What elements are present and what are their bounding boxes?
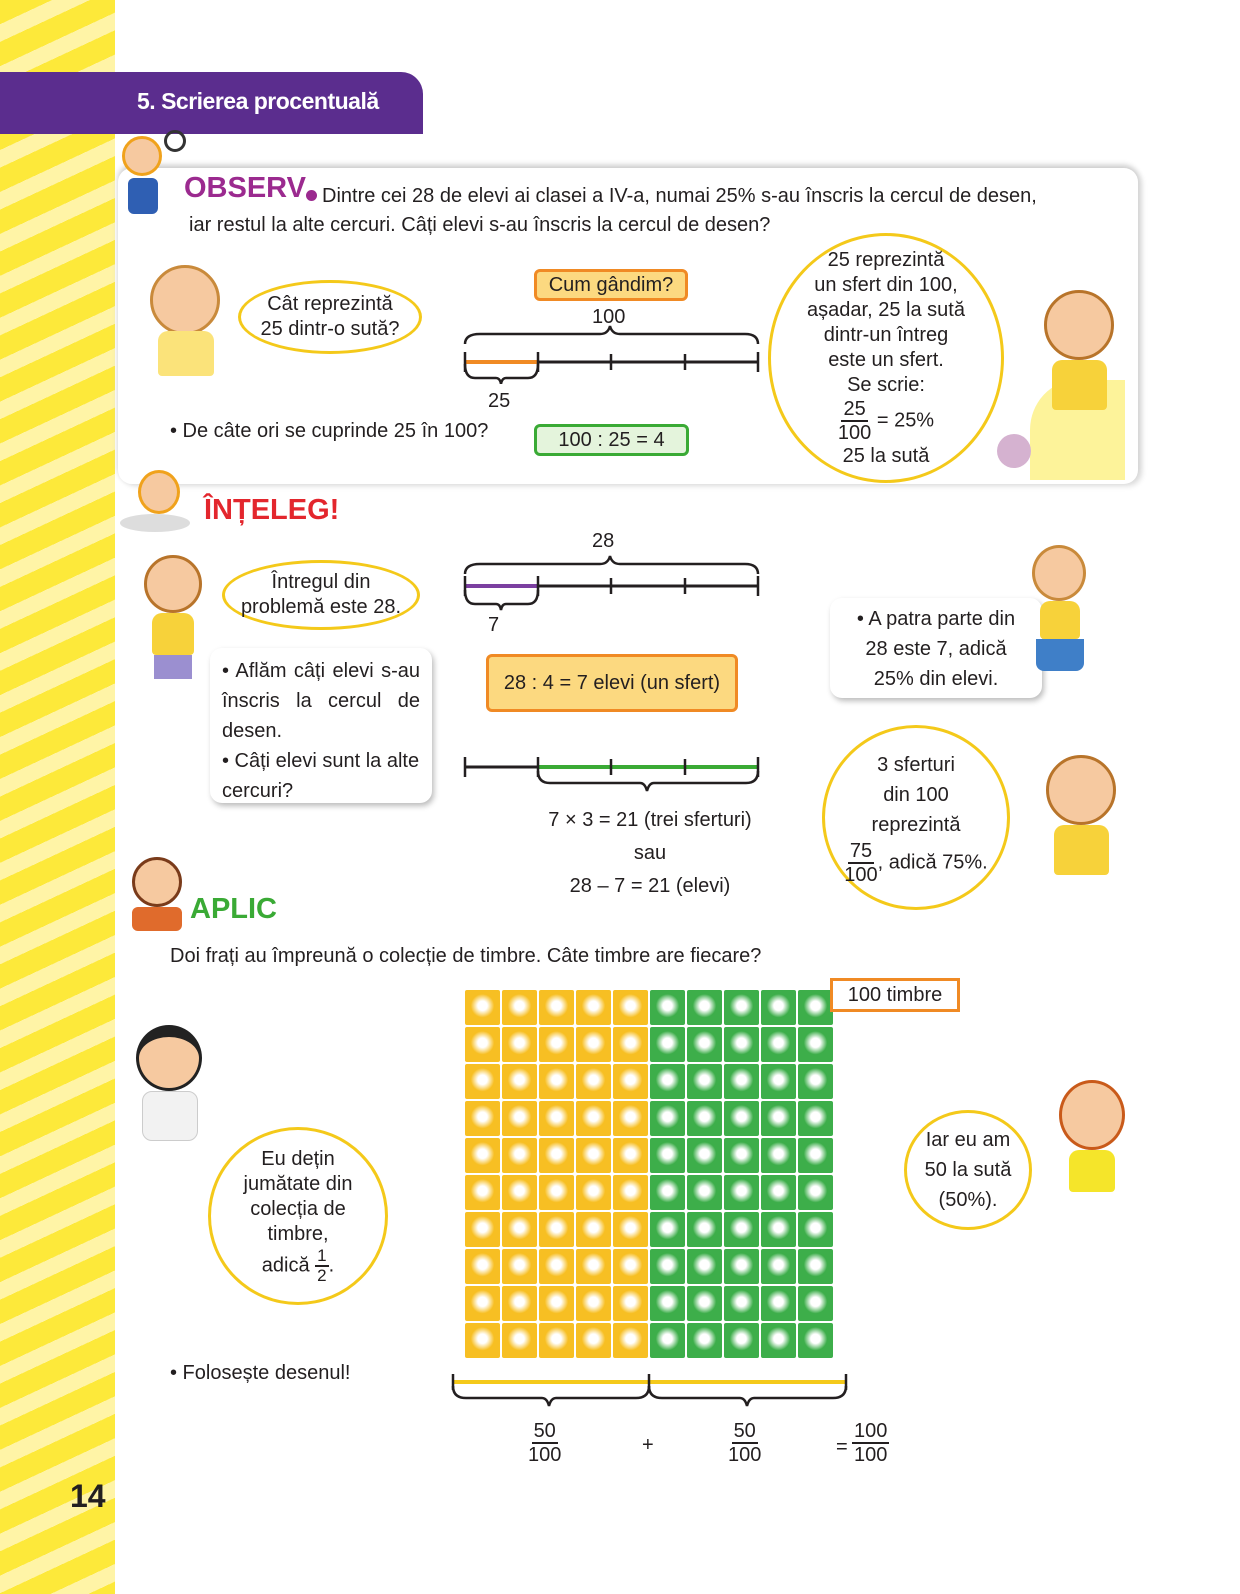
stamp-cell-green (761, 1027, 796, 1062)
stamp-cell-green (761, 1101, 796, 1136)
girl-illustration (1030, 545, 1090, 700)
stamp-cell-green (798, 1064, 833, 1099)
stamp-cell-green (687, 1249, 722, 1284)
stamp-cell-yellow (539, 1027, 574, 1062)
fraction-sum (528, 1420, 908, 1470)
stamp-cell-yellow (539, 1286, 574, 1321)
stamp-cell-yellow (502, 1286, 537, 1321)
boy-explanation-bubble (768, 233, 1004, 483)
inteleg-heading: ÎNȚELEG! (204, 494, 340, 526)
segment-part-label: 25 (488, 390, 511, 412)
bubble-line: Eu dețin (261, 1148, 335, 1170)
fraction-numerator: 50 (733, 1420, 756, 1442)
stamp-cell-green (687, 1286, 722, 1321)
calc-line: sau (633, 842, 667, 864)
stamp-cell-yellow (576, 1138, 611, 1173)
card-line: 25% din elevi. (873, 668, 999, 690)
bubble-line: 25 la sută (842, 444, 930, 467)
stamp-cell-yellow (613, 1249, 648, 1284)
stamp-cell-green (650, 1175, 685, 1210)
bubble-line: din 100 (883, 783, 949, 806)
segment-total-label: 28 (592, 530, 615, 552)
fraction-numerator: 1 (317, 1246, 327, 1265)
observ-problem-line1: Dintre cei 28 de elevi ai clasei a IV-a, numai 25% s-au înscris la cercul de desen, (322, 185, 1037, 207)
stamp-cell-green (687, 1101, 722, 1136)
bubble-line: Cât reprezintă (267, 293, 393, 315)
observ-answer-box: 100 : 25 = 4 (534, 424, 689, 456)
stamp-cell-green (687, 990, 722, 1025)
stamp-cell-green (724, 1027, 759, 1062)
stamp-cell-yellow (576, 1212, 611, 1247)
stamp-cell-yellow (465, 990, 500, 1025)
bubble-line: colecția de (250, 1198, 346, 1220)
stamp-cell-green (650, 1064, 685, 1099)
stamp-cell-green (798, 1138, 833, 1173)
stamp-cell-green (761, 990, 796, 1025)
stamp-cell-yellow (576, 1064, 611, 1099)
segment-total-label: 100 (592, 306, 626, 328)
boy-illustration (140, 555, 205, 705)
girl-speech-bubble (238, 280, 422, 354)
observ-heading: OBSERV (184, 172, 306, 204)
stamp-cell-yellow (465, 1138, 500, 1173)
bubble-line: dintr-un întreg (823, 323, 949, 346)
stamp-cell-green (761, 1138, 796, 1173)
stamp-cell-yellow (613, 990, 648, 1025)
boy-half-bubble: Eu dețin jumătate din colecția de timbre, adică $\frac{1}{2}$ . (208, 1127, 388, 1305)
stamp-cell-yellow (502, 1138, 537, 1173)
decorative-dot (997, 434, 1031, 468)
calc-line: 28 – 7 = 21 (elevi) (569, 875, 731, 897)
stamp-cell-green (650, 1286, 685, 1321)
bubble-line: (50%). (938, 1189, 998, 1211)
cum-gandim-label: Cum gândim? (534, 269, 688, 301)
observ-problem-line2: iar restul la alte cercuri. Câți elevi s-au înscris la cercul de desen? (189, 214, 771, 236)
stamp-cell-green (724, 990, 759, 1025)
calc-box: 28 : 4 = 7 elevi (un sfert) (486, 654, 738, 712)
segment-part-label: 7 (488, 614, 500, 636)
fraction-denominator: 2 (317, 1266, 327, 1285)
stamp-cell-green (798, 1101, 833, 1136)
lesson-title: 5. Scrierea procentuală (0, 72, 423, 134)
fraction-result: = 25% (876, 408, 935, 431)
fraction-numerator: 50 (533, 1420, 556, 1442)
stamp-cell-yellow (465, 1101, 500, 1136)
stamp-cell-green (761, 1212, 796, 1247)
stamp-cell-yellow (613, 1286, 648, 1321)
girl-card (830, 598, 1042, 698)
stamp-cell-green (650, 1138, 685, 1173)
stamp-cell-yellow (576, 1027, 611, 1062)
bullet-icon (306, 190, 317, 201)
bubble-line: timbre, (267, 1223, 329, 1245)
stamp-cell-yellow (576, 1101, 611, 1136)
fraction-numerator: 100 (854, 1420, 888, 1442)
bubble-line: 3 sferturi (877, 753, 955, 776)
stamp-cell-green (724, 1286, 759, 1321)
page-number: 14 (70, 1478, 106, 1514)
bubble-line: problemă este 28. (240, 596, 402, 618)
stamp-cell-yellow (502, 1212, 537, 1247)
boy-speech-bubble-fraction (822, 725, 1010, 910)
stamp-cell-yellow (539, 1249, 574, 1284)
stamp-cell-yellow (502, 1175, 537, 1210)
stamp-cell-yellow (465, 1064, 500, 1099)
girl-magnifier-illustration (120, 130, 180, 220)
stamp-cell-green (761, 1064, 796, 1099)
stamp-cell-yellow (613, 1175, 648, 1210)
stamp-cell-yellow (502, 990, 537, 1025)
equals-sign: = (836, 1436, 848, 1458)
stamp-cell-green (761, 1249, 796, 1284)
bubble-line: 25 reprezintă (827, 248, 945, 271)
stamp-grid (465, 990, 833, 1358)
bubble-line: Întregul din (271, 571, 371, 593)
stamp-cell-yellow (576, 1323, 611, 1358)
stamp-cell-green (798, 1027, 833, 1062)
stamp-cell-green (687, 1027, 722, 1062)
stamp-cell-yellow (502, 1249, 537, 1284)
stamp-cell-yellow (539, 1212, 574, 1247)
fraction-numerator: 75 (849, 839, 873, 862)
plus-sign: + (642, 1434, 654, 1456)
stamp-cell-yellow (539, 1101, 574, 1136)
stamp-cell-yellow (465, 1027, 500, 1062)
stamp-cell-yellow (502, 1027, 537, 1062)
stamp-cell-yellow (539, 1323, 574, 1358)
aplic-heading: APLIC (190, 893, 277, 925)
fraction-result: , adică 75%. (877, 850, 988, 873)
magnifier-icon (164, 130, 186, 152)
stamp-cell-green (650, 1323, 685, 1358)
boy-illustration (1038, 290, 1123, 415)
stamp-cell-yellow (502, 1323, 537, 1358)
fraction-denominator: 100 (528, 1444, 562, 1466)
boy-illustration (130, 1025, 215, 1145)
stamp-cell-yellow (613, 1064, 648, 1099)
bubble-line: reprezintă (871, 813, 961, 836)
stamp-cell-green (798, 1323, 833, 1358)
fraction-expression (844, 840, 987, 886)
stamp-cell-yellow (576, 1175, 611, 1210)
stamp-cell-green (650, 1101, 685, 1136)
bubble-line: jumătate din (243, 1173, 353, 1195)
stamp-cell-green (650, 1212, 685, 1247)
stamp-cell-yellow (613, 1138, 648, 1173)
fraction-one-half (315, 1247, 328, 1285)
grid-label: 100 timbre (830, 978, 960, 1012)
stamp-cell-yellow (465, 1212, 500, 1247)
stamp-cell-yellow (539, 1138, 574, 1173)
stamp-cell-green (798, 1175, 833, 1210)
stamp-cell-yellow (465, 1249, 500, 1284)
stamp-cell-green (761, 1175, 796, 1210)
stamp-cell-green (687, 1175, 722, 1210)
fraction-denominator: 100 (844, 863, 878, 886)
bubble-line: un sfert din 100, (814, 273, 958, 296)
card-line: 28 este 7, adică (865, 638, 1007, 660)
page-margin-stripes (0, 0, 115, 1594)
steps-card (210, 648, 432, 803)
calc-lines (500, 804, 800, 903)
stamp-cell-green (798, 1212, 833, 1247)
stamp-cell-yellow (613, 1212, 648, 1247)
observ-question: • De câte ori se cuprinde 25 în 100? (170, 420, 489, 442)
stamp-cell-green (650, 1249, 685, 1284)
girl-illustration (130, 265, 240, 380)
stamp-cell-green (687, 1212, 722, 1247)
boy-illustration (1040, 755, 1125, 880)
bubble-line: 50 la sută (924, 1159, 1012, 1181)
stamp-cell-green (687, 1323, 722, 1358)
stamp-cell-green (761, 1286, 796, 1321)
fraction-denominator: 100 (837, 421, 872, 444)
stamp-cell-yellow (539, 1175, 574, 1210)
stamp-cell-yellow (502, 1101, 537, 1136)
halves-brace-diagram (448, 1372, 853, 1412)
aplic-instruction: • Folosește desenul! (170, 1362, 351, 1384)
stamp-cell-green (724, 1323, 759, 1358)
bubble-line: este un sfert. (828, 348, 944, 371)
stamp-cell-yellow (465, 1175, 500, 1210)
calc-line: 7 × 3 = 21 (trei sferturi) (548, 809, 752, 831)
step-item: • Aflăm câți elevi s-au înscris la cercul de desen. (222, 660, 420, 742)
boy-fifty-percent-bubble (904, 1110, 1032, 1230)
segment-diagram-three-quarters (460, 755, 765, 795)
bubble-line: așadar, 25 la sută (807, 298, 965, 321)
stamp-cell-green (724, 1064, 759, 1099)
fraction-denominator: 100 (728, 1444, 762, 1466)
stamp-cell-yellow (465, 1323, 500, 1358)
bubble-line: Iar eu am (925, 1129, 1011, 1151)
stamp-cell-yellow (576, 1249, 611, 1284)
stamp-cell-yellow (465, 1286, 500, 1321)
aplic-problem: Doi frați au împreună o colecție de timbre. Câte timbre are fiecare? (170, 945, 762, 967)
girl-thinking-illustration (120, 470, 190, 540)
stamp-cell-green (724, 1212, 759, 1247)
stamp-cell-green (724, 1101, 759, 1136)
segment-diagram-100 (460, 322, 765, 384)
stamp-cell-green (687, 1138, 722, 1173)
stamp-cell-green (798, 1249, 833, 1284)
stamp-cell-yellow (576, 1286, 611, 1321)
stamp-cell-yellow (576, 990, 611, 1025)
stamp-cell-green (724, 1138, 759, 1173)
stamp-cell-green (724, 1175, 759, 1210)
bubble-line: adică (261, 1254, 310, 1277)
boy-speech-bubble (222, 560, 420, 630)
stamp-cell-green (650, 1027, 685, 1062)
bubble-line: Se scrie: (847, 373, 925, 396)
fraction-denominator: 100 (854, 1444, 888, 1466)
stamp-cell-green (798, 1286, 833, 1321)
stamp-cell-green (761, 1323, 796, 1358)
step-item: • Câți elevi sunt la alte cercuri? (222, 750, 420, 802)
stamp-cell-green (724, 1249, 759, 1284)
stamp-cell-yellow (539, 1064, 574, 1099)
stamp-cell-green (687, 1064, 722, 1099)
bubble-line: 25 dintr-o sută? (260, 318, 400, 340)
stamp-cell-yellow (613, 1323, 648, 1358)
segment-diagram-28 (460, 552, 765, 614)
stamp-cell-yellow (613, 1101, 648, 1136)
stamp-cell-yellow (539, 990, 574, 1025)
girl-reading-illustration (128, 855, 188, 930)
fraction-expression (838, 398, 934, 444)
boy-illustration (1045, 1080, 1140, 1195)
stamp-cell-yellow (613, 1027, 648, 1062)
stamp-cell-green (798, 990, 833, 1025)
stamp-cell-green (650, 990, 685, 1025)
fraction-numerator: 25 (843, 397, 866, 420)
card-line: • A patra parte din (856, 608, 1016, 630)
stamp-cell-yellow (502, 1064, 537, 1099)
